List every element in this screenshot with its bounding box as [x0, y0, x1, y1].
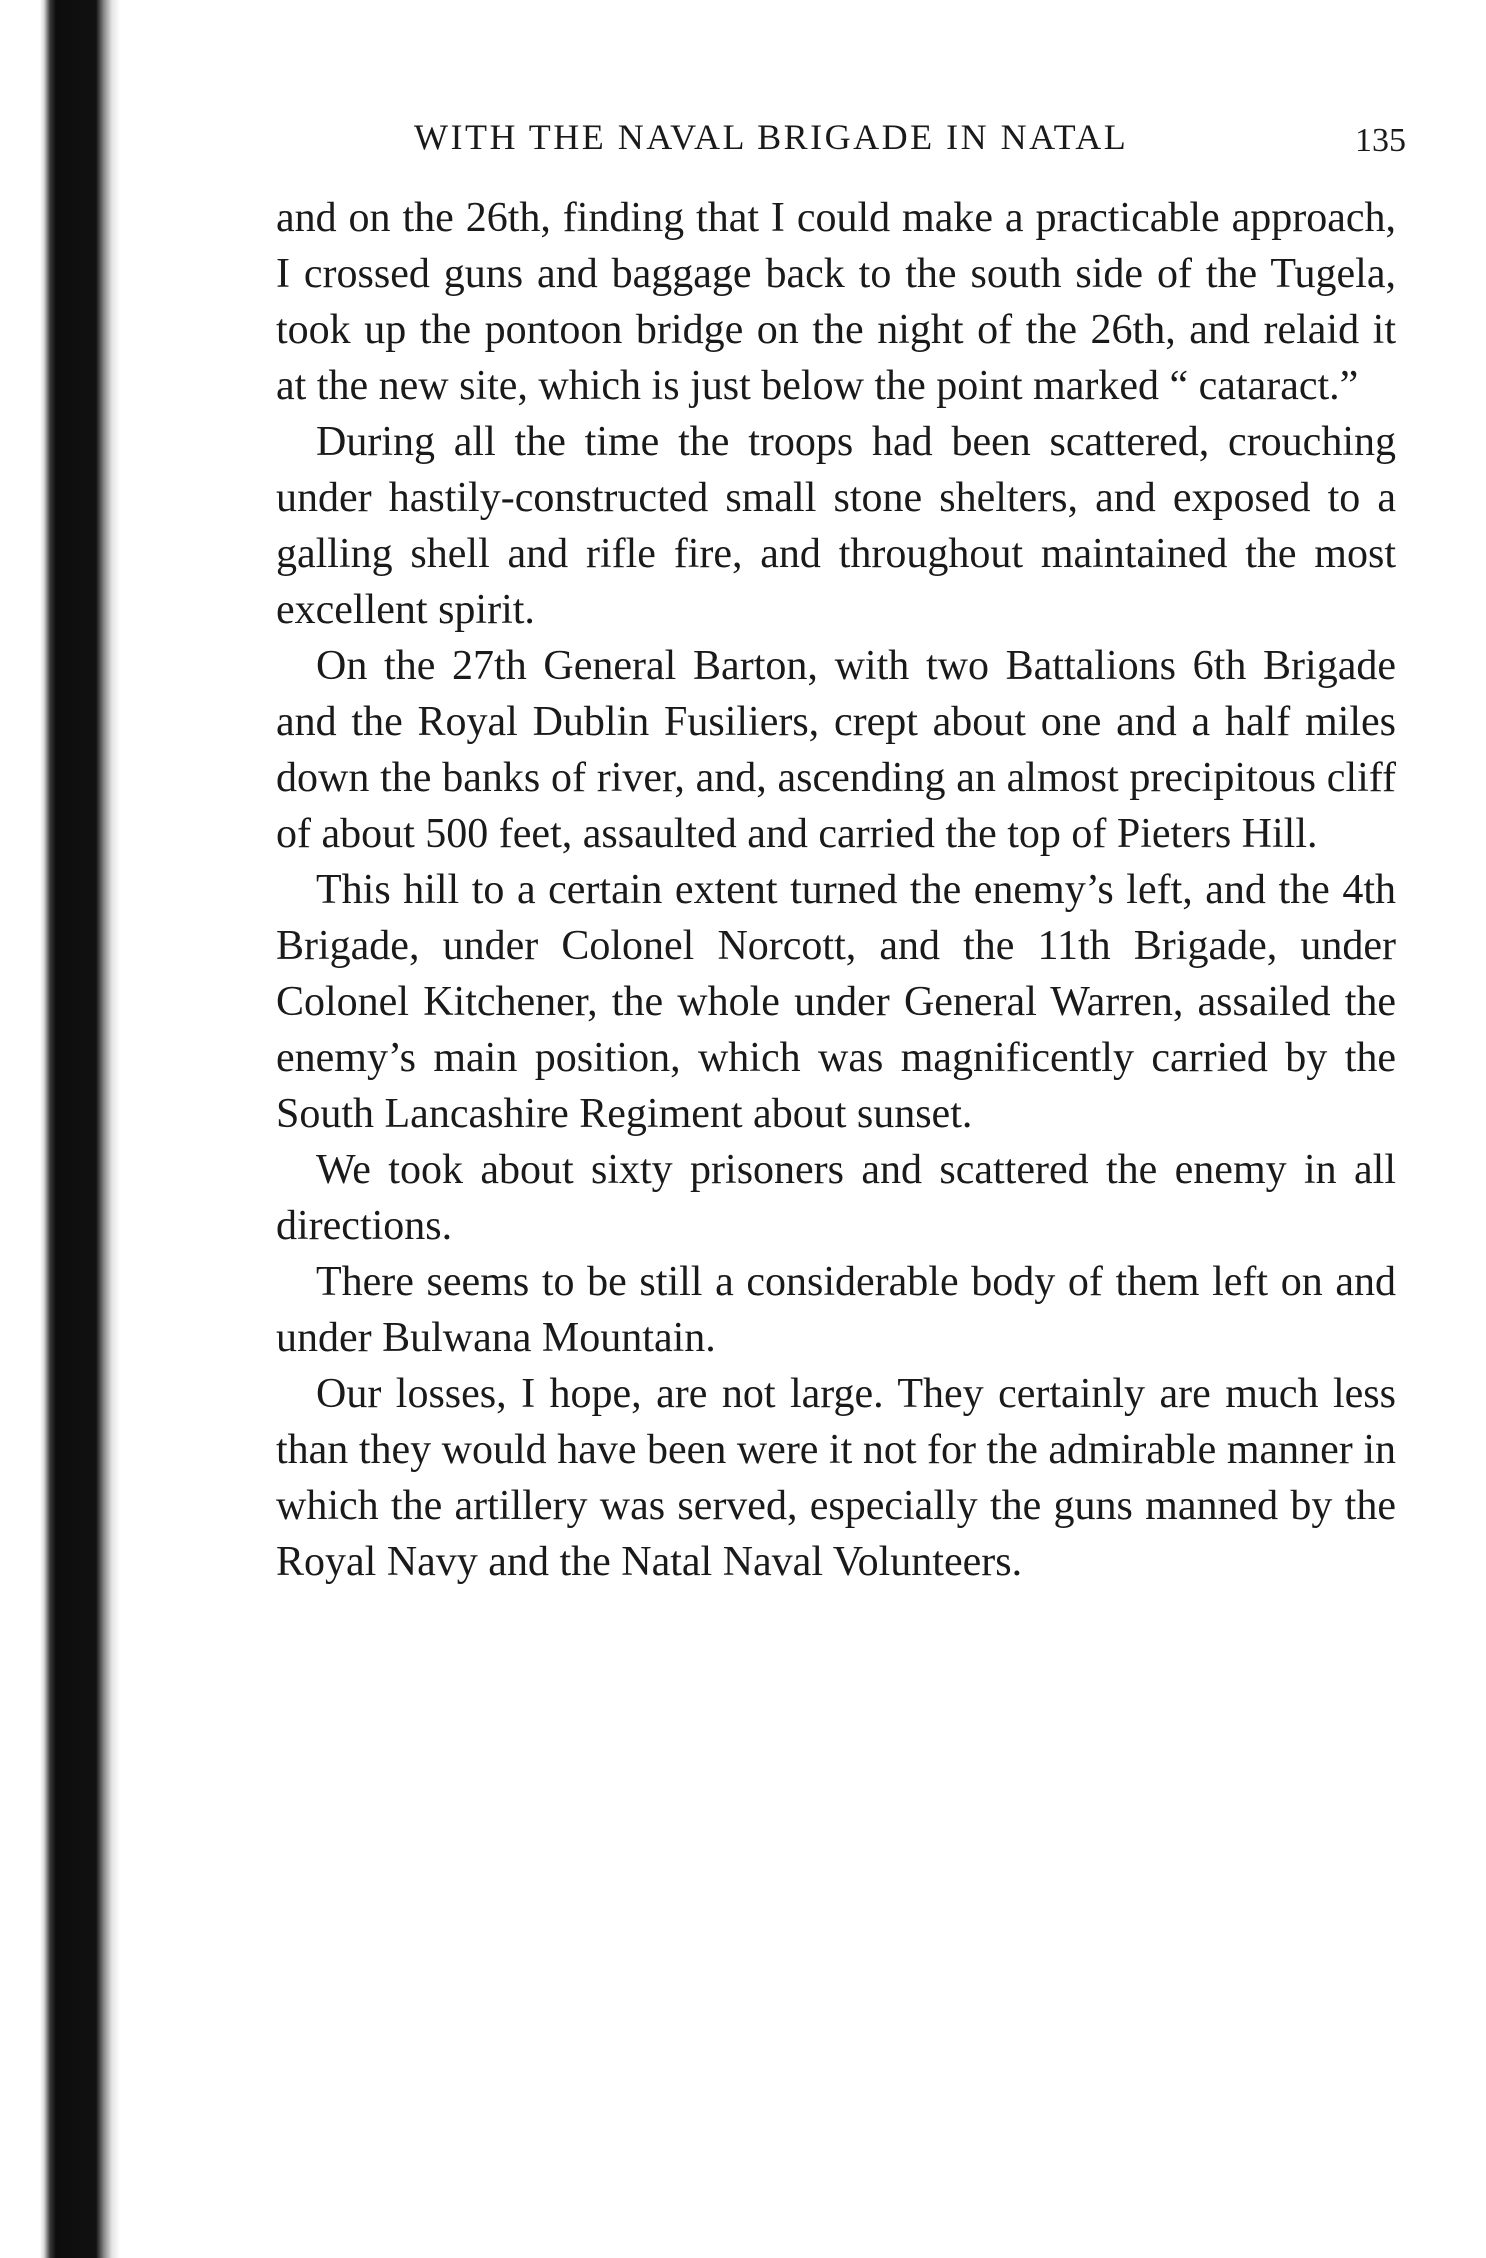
paragraph: On the 27th General Barton, with two Battalions 6th Brigade and the Royal Dublin Fusiliers, crept about one and a half miles down the banks of river, and, ascending an almost precipitous cliff of about 500 feet, assaulted and carried the top of Pieters Hill.: [276, 643, 1396, 857]
paragraph: Our losses, I hope, are not large. They certainly are much less than they would have been were it not for the admirable manner in which the artillery was served, especially the guns manned by the Royal Navy and the Natal Naval Volunteers.: [276, 1371, 1396, 1585]
paragraph: We took about sixty prisoners and scattered the enemy in all directions.: [276, 1147, 1396, 1249]
paragraph: During all the time the troops had been scattered, crouching under hastily-constructed small stone shelters, and exposed to a galling shell and rifle fire, and throughout maintained the most excellent spirit.: [276, 419, 1396, 633]
body-text: [276, 190, 1396, 1590]
running-head: [276, 108, 1416, 168]
running-title: WITH THE NAVAL BRIGADE IN NATAL: [414, 117, 1129, 157]
paragraph: and on the 26th, finding that I could make a practicable approach, I crossed guns and baggage back to the south side of the Tugela, took up the pontoon bridge on the night of the 26th, and relaid it at the new site, which is just below the point marked “ cataract.”: [276, 195, 1396, 409]
paragraph: There seems to be still a considerable body of them left on and under Bulwana Mountain.: [276, 1259, 1396, 1361]
page-number: 135: [1355, 122, 1406, 159]
scan-binding-edge: [0, 0, 120, 2258]
paragraph: This hill to a certain extent turned the enemy’s left, and the 4th Brigade, under Colonel Norcott, and the 11th Brigade, under Colonel Kitchener, the whole under General Warren, assailed the enemy’s main position, which was magnificently carried by the South Lancashire Regiment about sunset.: [276, 867, 1396, 1137]
